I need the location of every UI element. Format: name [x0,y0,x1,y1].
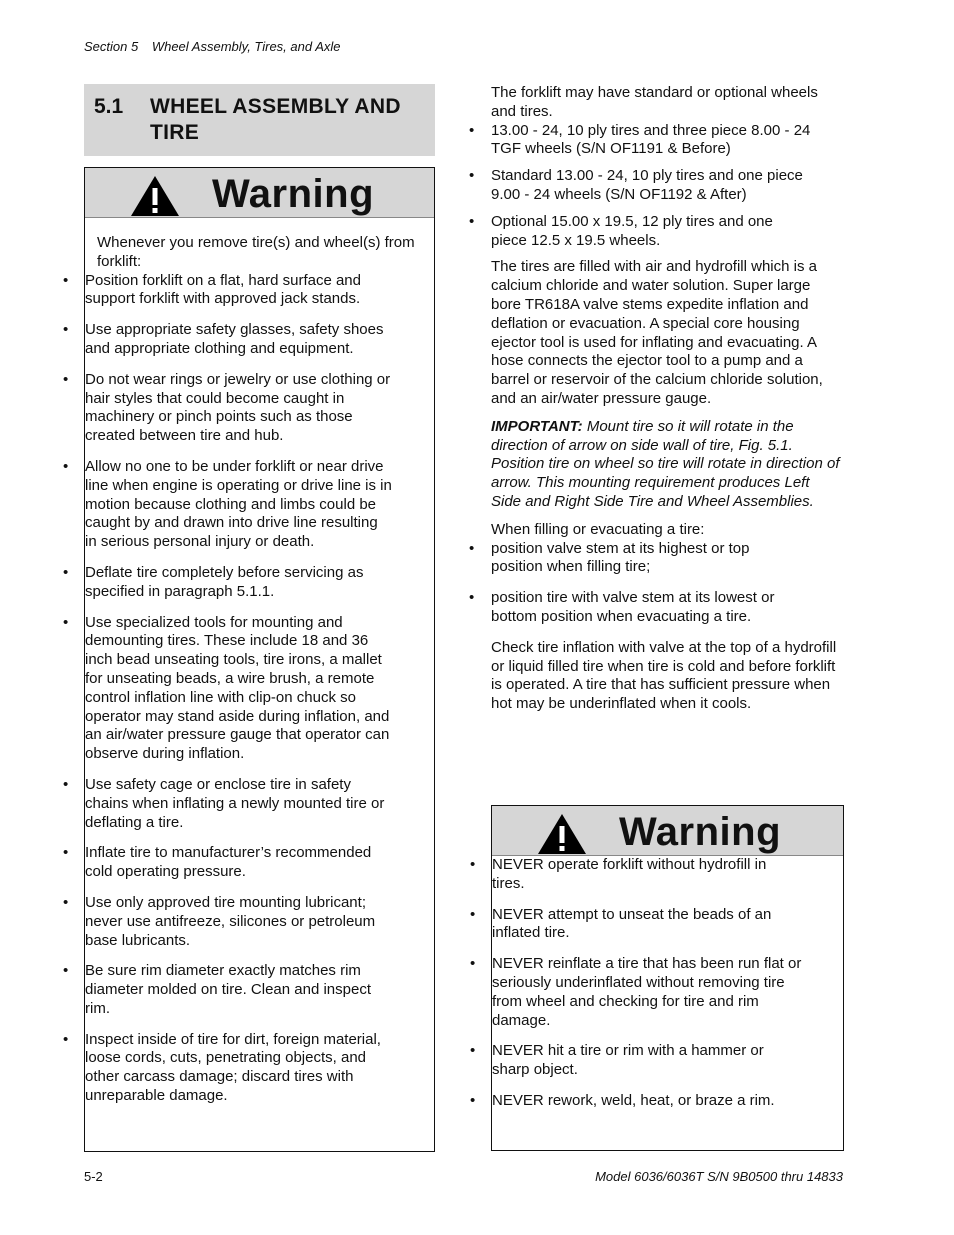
section-number: 5.1 [94,95,124,118]
warning-title: Warning [212,172,374,216]
bullet-icon: • [63,962,69,980]
paragraph-hydrofill: The tires are filled with air and hydrofill which is a calcium chloride and water solution. Super large bore TR618A valve stems expedite inflation and deflation or evacuation. A special core housing ejector tool is used for inflating and evacuating. A hose connects the ejector tool to a pump and a barrel or reservoir of the calcium chloride solution, and an air/water pressure gauge. [491,258,823,407]
section-title: WHEEL ASSEMBLY AND TIRE [150,95,401,144]
exclamation-triangle-icon [536,812,588,856]
bullet-icon: • [63,893,69,911]
bullet-icon: • [63,613,69,631]
list-item-text: NEVER rework, weld, heat, or braze a rim. [492,1091,775,1109]
list-item-text: Use specialized tools for mounting and demounting tires. These include 18 and 36 inch bead unseating tools, tire irons, a mallet for unseating beads, a wire brush, a remote control inflation line with clip-on chuck so operator may stand aside during inflation, and an air/water pressure gauge that operator can observe during inflation. [85,613,390,763]
bullet-icon: • [63,1030,69,1048]
bullet-icon: • [470,1042,476,1060]
exclamation-triangle-icon [129,174,181,218]
paragraph-filling: When filling or evacuating a tire: [491,520,705,538]
bullet-icon: • [470,1091,476,1109]
list-item [469,121,811,160]
bullet-icon: • [63,321,69,339]
header-section: Section 5 [84,39,139,54]
warning-intro: Whenever you remove tire(s) and wheel(s) from forklift: [97,234,415,270]
bullet-icon: • [470,856,476,873]
bullet-icon: • [470,905,476,923]
tire-options-list [469,121,811,251]
model-footer: Model 6036/6036T S/N 9B0500 thru 14833 [595,1169,843,1184]
running-header [84,38,341,57]
list-item-text: position valve stem at its highest or top position when filling tire; [491,539,750,576]
list-item [63,1030,393,1106]
warning-header [85,168,434,218]
list-item-text: Position forklift on a flat, hard surface and support forklift with approved jack stands. [85,271,361,308]
bullet-icon: • [469,589,475,607]
list-item-text: NEVER hit a tire or rim with a hammer or sharp object. [492,1042,764,1079]
list-item [470,955,802,1030]
list-item [63,563,393,602]
list-item-text: Do not wear rings or jewelry or use clothing or hair styles that could become caught in machinery or pinch points such as those created between tire and hub. [85,370,391,445]
warning-box-right [470,805,844,1151]
header-title: Wheel Assembly, Tires, and Axle [151,39,341,54]
list-item [469,539,801,578]
list-item-text: Deflate tire completely before servicing as specified in paragraph 5.1.1. [85,563,364,600]
list-item-text: Be sure rim diameter exactly matches rim diameter molded on tire. Clean and inspect rim. [85,962,371,1017]
warning-title: Warning [619,810,781,854]
list-item-text: NEVER operate forklift without hydrofill in tires. [492,856,767,892]
list-item-text: Inspect inside of tire for dirt, foreign material, loose cords, cuts, penetrating objects, and other carcass damage; discard tires with unreparable damage. [85,1030,381,1105]
list-item [63,271,393,310]
right-column [469,84,843,714]
list-item-text: Optional 15.00 x 19.5, 12 ply tires and one piece 12.5 x 19.5 wheels. [491,212,773,249]
list-item [63,775,393,832]
list-item [469,589,801,627]
list-item [63,844,393,882]
paragraph-wheels: The forklift may have standard or optional wheels and tires. [491,84,818,120]
list-item-text: position tire with valve stem at its lowest or bottom position when evacuating a tire. [491,589,775,625]
bullet-icon: • [469,539,475,557]
list-item [63,321,393,359]
list-item-text: NEVER reinflate a tire that has been run flat or seriously underinflated without removing tire from wheel and checking for tire and rim damage. [492,955,802,1029]
bullet-icon: • [63,370,69,388]
list-item [63,457,393,552]
bullet-icon: • [63,563,69,581]
list-item-text: 13.00 - 24, 10 ply tires and three piece 8.00 - 24 TGF wheels (S/N OF1191 & Before) [491,121,811,158]
bullet-icon: • [63,271,69,289]
bullet-icon: • [470,955,476,973]
list-item-text: Allow no one to be under forklift or near drive line when engine is operating or drive line is in motion because clothing and limbs could be caught by and drawn into drive line resulting in serious personal injury or death. [85,457,392,551]
warning-header [492,806,843,856]
list-item [63,370,393,446]
filling-list [469,539,801,627]
list-item-text: NEVER attempt to unseat the beads of an inflated tire. [492,905,772,942]
paragraph-inflation: Check tire inflation with valve at the top of a hydrofill or liquid filled tire when tire is cold and before forklift is operated. A tire that has sufficient pressure when hot may be underinflated when it cools. [491,638,837,713]
important-text: Mount tire so it will rotate in the direction of arrow on side wall of tire, Fig. 5.1. Position tire on wheel so tire will rotate in direction of arrow. This mounting requirement produces Left Side and Right Side Tire and Wheel Assemblies. [491,417,840,510]
list-item [469,212,811,251]
warning-list-left [63,271,393,1106]
list-item-text: Inflate tire to manufacturer’s recommended cold operating pressure. [85,844,372,881]
list-item [63,893,393,950]
list-item-text: Use only approved tire mounting lubricant; never use antifreeze, silicones or petroleum base lubricants. [85,893,376,949]
bullet-icon: • [469,121,475,139]
list-item [63,962,393,1018]
bullet-icon: • [469,212,475,230]
warning-box-left [63,167,435,1152]
bullet-icon: • [63,457,69,475]
important-note [491,418,843,512]
bullet-icon: • [63,844,69,862]
list-item-text: Use appropriate safety glasses, safety shoes and appropriate clothing and equipment. [85,321,384,357]
list-item [469,167,811,205]
section-title-box [84,84,435,156]
warning-list-right [470,856,802,1111]
list-item-text: Standard 13.00 - 24, 10 ply tires and one piece 9.00 - 24 wheels (S/N OF1192 & After) [491,167,803,203]
list-item [470,856,802,894]
list-item [470,905,802,944]
list-item [470,1091,802,1111]
list-item [470,1042,802,1080]
list-item-text: Use safety cage or enclose tire in safety chains when inflating a newly mounted tire or deflating a tire. [85,775,385,831]
page-number: 5-2 [84,1169,103,1184]
list-item [63,613,393,764]
bullet-icon: • [469,167,475,185]
important-label: IMPORTANT: [491,417,583,435]
bullet-icon: • [63,775,69,793]
